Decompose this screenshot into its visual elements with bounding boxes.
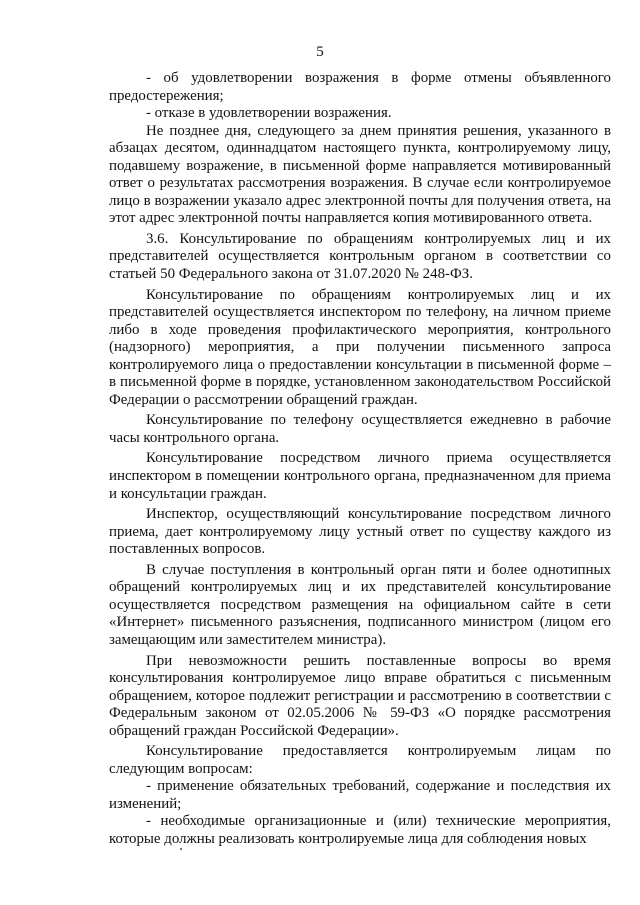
paragraph-objection-refused: - отказе в удовлетворении возражения.	[146, 105, 392, 122]
list-item-measures: - необходимые организационные и (или) технические мероприятия, которые должны реализовать контролируемые лица для соблюдения новых	[109, 813, 611, 847]
paragraph-consulting-methods: Консультирование по обращениям контролируемых лиц и их представителей осуществляется инспектором по телефону, на личном приеме либо в ходе проведения профилактического мероприятия, контрольного (надзорного) мероприятия, а при получении письменного запроса контролируемого лица о предоставлении консультации в письменной форме – в письменной форме в порядке, установленном законодательством Российской Федерации о рассмотрении обращений граждан.	[109, 286, 611, 408]
page-number: 5	[316, 44, 324, 60]
paragraph-3-6-consulting: 3.6. Консультирование по обращениям контролируемых лиц и их представителей осуществляется контрольным органом в соответствии со статьей 50 Федерального закона от 31.07.2020 № 248-ФЗ.	[109, 230, 611, 283]
paragraph-written-request: При невозможности решить поставленные вопросы во время консультирования контролируемое лицо вправе обратиться с письменным обращением, которое подлежит регистрации и рассмотрению в соответствии с Федеральным законом от 02.05.2006 № 59-ФЗ «О порядке рассмотрения обращений граждан Российской Федерации».	[109, 652, 611, 739]
paragraph-consulting-topics: Консультирование предоставляется контролируемым лицам по следующим вопросам:	[109, 743, 611, 777]
list-item-requirements: - применение обязательных требований, содержание и последствия их изменений;	[109, 778, 611, 812]
paragraph-inspector-answer: Инспектор, осуществляющий консультирование посредством личного приема, дает контролируемому лицу устный ответ по существу каждого из поставленных вопросов.	[109, 506, 611, 558]
paragraph-reasoned-answer: Не позднее дня, следующего за днем принятия решения, указанного в абзацах десятом, одиннадцатом настоящего пункта, контролируемому лицу, подавшему возражение, в письменной форме направляется мотивированный ответ о результатах рассмотрения возражения. В случае если контролируемое лицо в возражении указало адрес электронной почты для получения ответа, на этот адрес электронной почты направляется копия мотивированного ответа.	[109, 122, 611, 227]
paragraph-phone-consulting: Консультирование по телефону осуществляется ежедневно в рабочие часы контрольного органа.	[109, 412, 611, 446]
document-body	[109, 70, 611, 849]
paragraph-objection-satisfied: - об удовлетворении возражения в форме отмены объявленного предостережения;	[109, 70, 611, 104]
scan-speck	[180, 848, 182, 850]
paragraph-similar-requests: В случае поступления в контрольный орган пяти и более однотипных обращений контролируемых лиц и их представителей консультирование осуществляется посредством размещения на официальном сайте в сети «Интернет» письменного разъяснения, подписанного министром (лицом его замещающим или заместителем министра).	[109, 561, 611, 648]
paragraph-personal-reception: Консультирование посредством личного приема осуществляется инспектором в помещении контрольного органа, предназначенном для приема и консультации граждан.	[109, 450, 611, 502]
